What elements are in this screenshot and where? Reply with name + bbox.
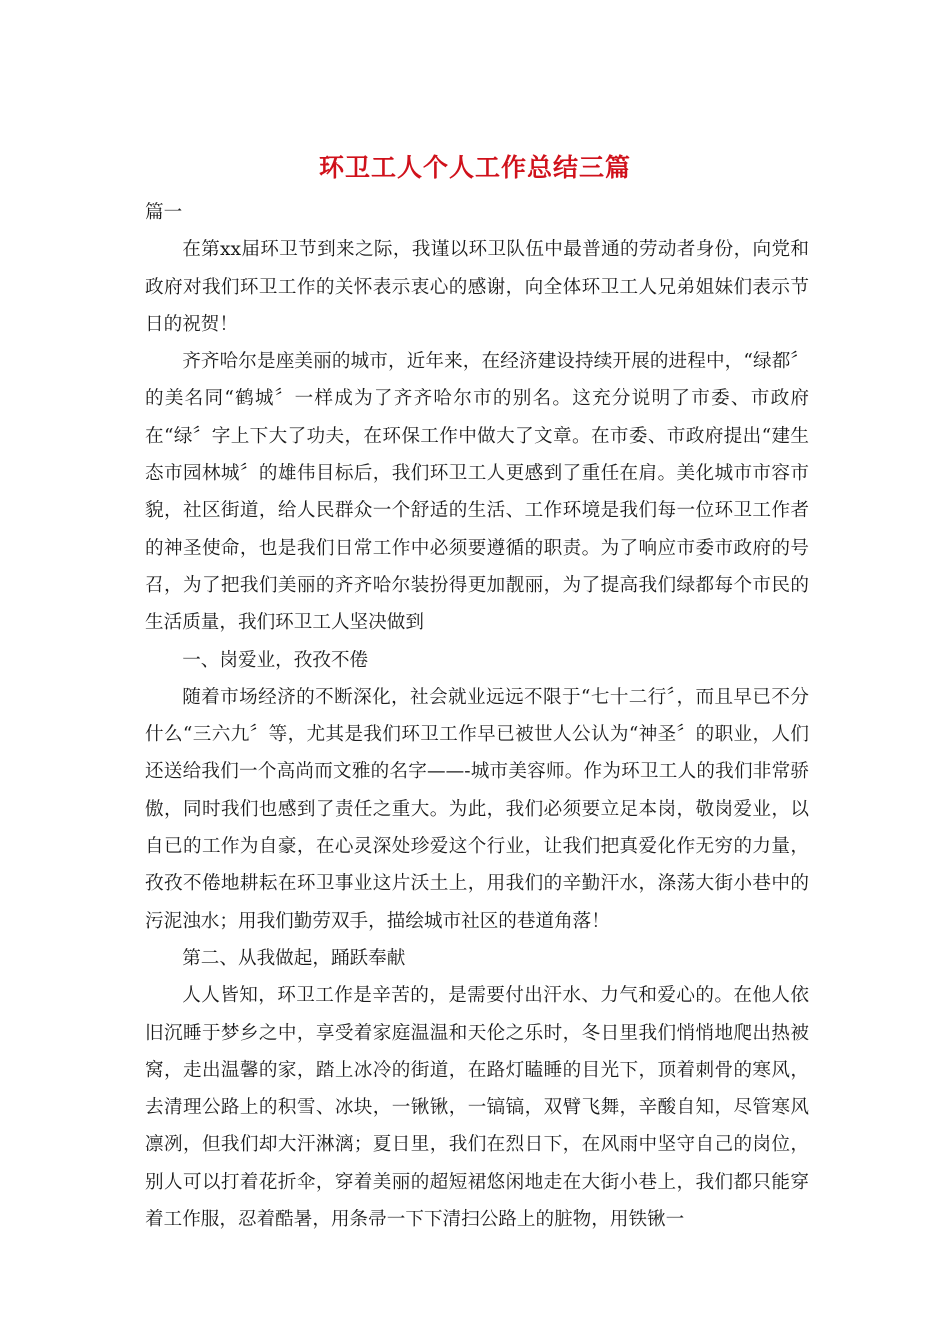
paragraph: 齐齐哈尔是座美丽的城市，近年来，在经济建设持续开展的进程中，“绿都〞的美名同“鹤城〞一样成为了齐齐哈尔市的别名。这充分说明了市委、市政府在“绿〞字上下大了功夫，在环保工作中做大了文章。在市委、市政府提出“建生态市园林城〞的雄伟目标后，我们环卫工人更感到了重任在肩。美化城市市容市貌，社区街道，给人民群众一个舒适的生活、工作环境是我们每一位环卫工作者的神圣使命，也是我们日常工作中必须要遵循的职责。为了响应市委市政府的号召，为了把我们美丽的齐齐哈尔装扮得更加靓丽，为了提高我们绿都每个市民的生活质量，我们环卫工人坚决做到 (145, 351, 809, 634)
subheading: 第二、从我做起，踊跃奉献 (182, 947, 406, 969)
document-title: 环卫工人个人工作总结三篇 (318, 153, 631, 182)
paragraph: 人人皆知，环卫工作是辛苦的，是需要付出汗水、力气和爱心的。在他人依旧沉睡于梦乡之中，享受着家庭温温和天伦之乐时，冬日里我们悄悄地爬出热被窝，走出温馨的家，踏上冰冷的街道，在路灯瞌睡的目光下，顶着刺骨的寒风，去清理公路上的积雪、冰块，一锹锹，一镐镐，双臂飞舞，辛酸自知，尽管寒风凛冽，但我们却大汗淋漓；夏日里，我们在烈日下，在风雨中坚守自己的岗位，别人可以打着花折伞，穿着美丽的超短裙悠闲地走在大街小巷上，我们都只能穿着工作服，忍着酷暑，用条帚一下下清扫公路上的脏物，用铁锹一 (145, 985, 809, 1231)
subheading: 一、岗爱业，孜孜不倦 (182, 649, 369, 671)
document-body (145, 194, 809, 1238)
section-heading: 篇一 (145, 202, 183, 223)
paragraph: 在第xx届环卫节到来之际，我谨以环卫队伍中最普通的劳动者身份，向党和政府对我们环卫工作的关怀表示衷心的感谢，向全体环卫工人兄弟姐妹们表示节日的祝贺！ (145, 239, 809, 335)
paragraph: 随着市场经济的不断深化，社会就业远远不限于“七十二行〞，而且早已不分什么“三六九〞等，尤其是我们环卫工作早已被世人公认为“神圣〞的职业，人们还送给我们一个高尚而文雅的名字——-城市美容师。作为环卫工人的我们非常骄傲，同时我们也感到了责任之重大。为此，我们必须要立足本岗，敬岗爱业，以自已的工作为自豪，在心灵深处珍爱这个行业，让我们把真爱化作无穷的力量，孜孜不倦地耕耘在环卫事业这片沃土上，用我们的辛勤汗水，涤荡大街小巷中的污泥浊水；用我们勤劳双手，描绘城市社区的巷道角落！ (145, 686, 809, 932)
